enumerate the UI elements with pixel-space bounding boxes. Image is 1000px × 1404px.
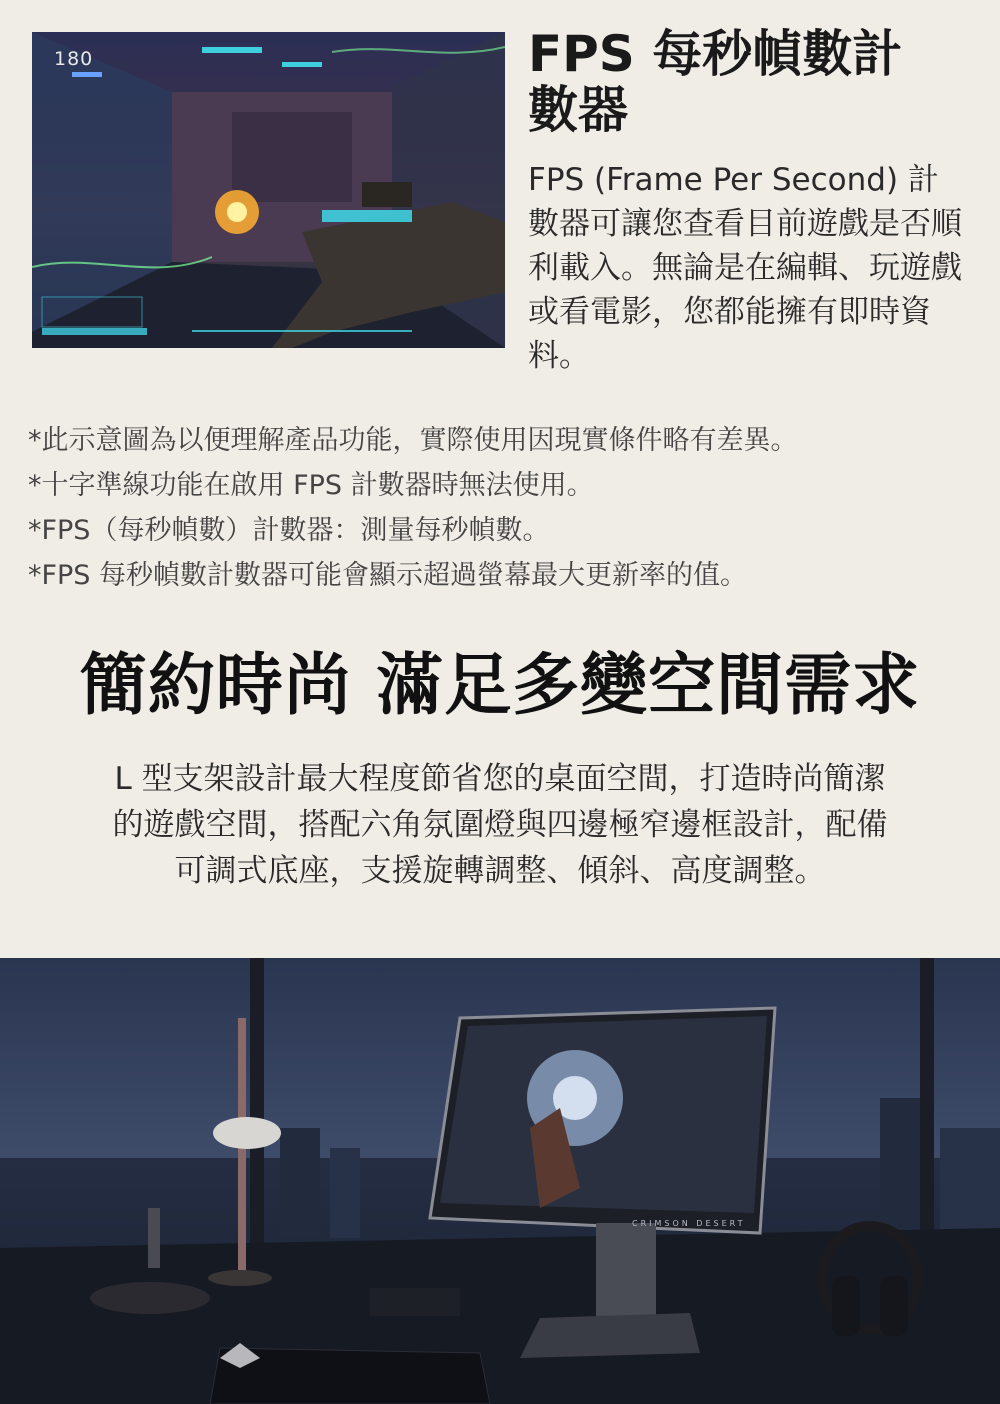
disclaimer-notes: [28, 418, 978, 598]
note-item: *FPS 每秒幀數計數器可能會顯示超過螢幕最大更新率的值。: [28, 560, 748, 591]
desk-scene-illustration: [0, 958, 1000, 1404]
fps-section-title: FPS 每秒幀數計數器: [528, 25, 903, 139]
design-headline: 簡約時尚 滿足多變空間需求: [79, 646, 921, 724]
note-item: *此示意圖為以便理解產品功能，實際使用因現實條件略有差異。: [28, 425, 798, 456]
game-screenshot: [32, 32, 505, 348]
desk-scene-photo: [0, 958, 1000, 1404]
fps-counter-value: 180: [54, 48, 94, 70]
note-item: *十字準線功能在啟用 FPS 計數器時無法使用。: [28, 470, 594, 501]
note-item: *FPS（每秒幀數）計數器：測量每秒幀數。: [28, 515, 550, 546]
fps-section-description: FPS (Frame Per Second) 計數器可讓您查看目前遊戲是否順利載入。無論是在編輯、玩遊戲或看電影，您都能擁有即時資料。: [528, 162, 962, 374]
design-description: L 型支架設計最大程度節省您的桌面空間，打造時尚簡潔的遊戲空間，搭配六角氛圍燈與四邊極窄邊框設計，配備可調式底座，支援旋轉調整、傾斜、高度調整。: [112, 761, 888, 889]
monitor-brand-logo: CRIMSON DESERT: [632, 1219, 746, 1228]
game-scene-illustration: [32, 32, 505, 348]
